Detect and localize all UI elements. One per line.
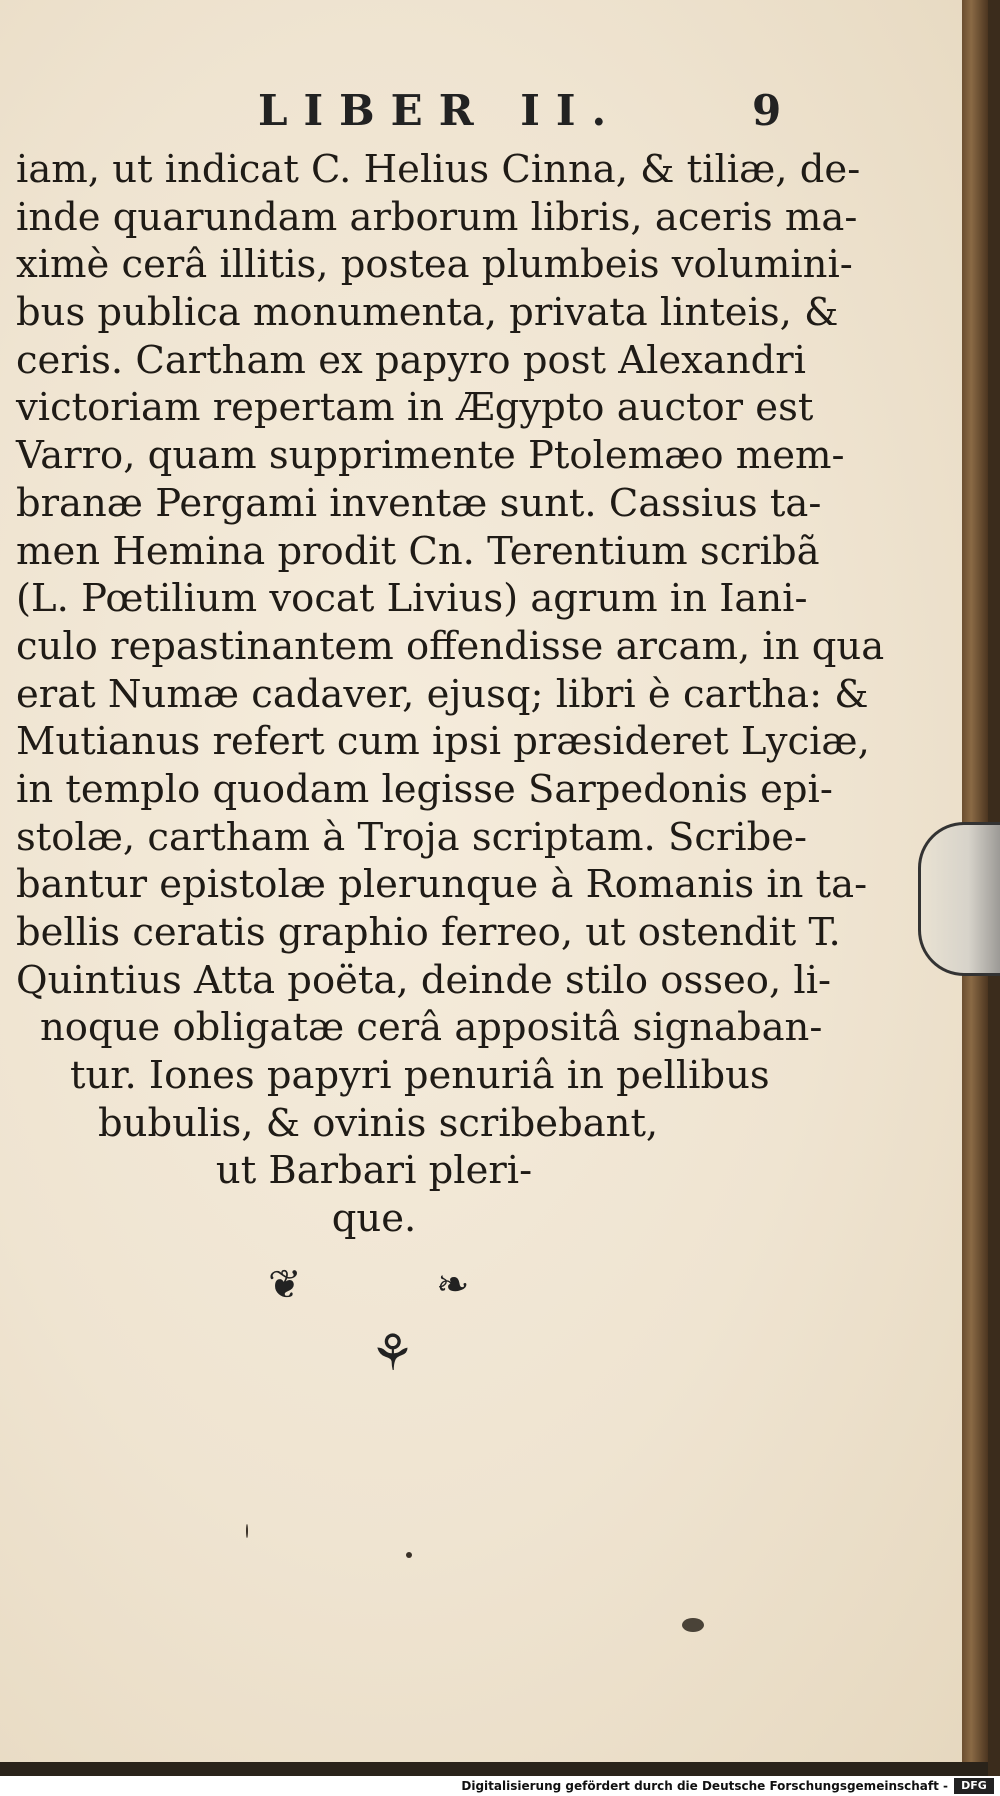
text-line: culo repastinantem offendisse arcam, in qua <box>16 623 885 669</box>
text-line: bantur epistolæ plerunque à Romanis in ta- <box>16 862 868 908</box>
text-line: inde quarundam arborum libris, aceris ma- <box>16 194 858 240</box>
text-line: ceris. Cartham ex papyro post Alexandri <box>16 337 806 383</box>
text-line: Mutianus refert cum ipsi præsideret Lyciæ, <box>16 719 870 765</box>
text-line: in templo quodam legisse Sarpedonis epi- <box>16 766 833 812</box>
text-line: ximè cerâ illitis, postea plumbeis volumini- <box>16 242 853 288</box>
text-line: victoriam repertam in Ægypto auctor est <box>16 385 814 431</box>
text-line: bellis ceratis graphio ferreo, ut ostendit T. <box>16 910 841 955</box>
paper-speck <box>246 1524 248 1538</box>
fleuron-right-icon: ❧ <box>436 1262 470 1308</box>
text-line: Quintius Atta poëta, deinde stilo osseo, li- <box>16 957 832 1003</box>
ornament-group <box>0 1262 962 1402</box>
fleuron-left-icon: ❦ <box>268 1262 302 1308</box>
body-text <box>16 146 885 1243</box>
paper-speck <box>406 1552 412 1558</box>
text-line: (L. Pœtilium vocat Livius) agrum in Iani- <box>16 576 808 622</box>
paper-speck <box>682 1618 704 1632</box>
page-clip <box>918 822 1000 976</box>
text-line: Varro, quam supprimente Ptolemæo mem- <box>16 433 845 479</box>
running-head: LIBER II. <box>258 86 623 135</box>
dfg-logo: DFG <box>954 1778 994 1794</box>
text-line: bus publica monumenta, privata linteis, & <box>16 290 839 336</box>
funding-credit: Digitalisierung gefördert durch die Deutsche Forschungsgemeinschaft - <box>461 1779 948 1793</box>
fleuron-center-icon: ⚘ <box>370 1324 415 1382</box>
text-line: erat Numæ cadaver, ejusq; libri è cartha: & <box>16 671 869 717</box>
text-line: tur. Iones papyri penuriâ in pellibus <box>70 1053 770 1099</box>
text-line: noque obligatæ cerâ appositâ signaban- <box>40 1005 823 1051</box>
text-line: branæ Pergami inventæ sunt. Cassius ta- <box>16 480 822 526</box>
text-line: ut Barbari pleri- <box>215 1148 533 1194</box>
text-line: bubulis, & ovinis scribebant, <box>98 1100 659 1146</box>
text-line: men Hemina prodit Cn. Terentium scribã <box>16 528 820 574</box>
text-line: iam, ut indicat C. Helius Cinna, & tiliæ, de- <box>16 147 861 192</box>
page-number: 9 <box>752 86 782 135</box>
text-line: stolæ, cartham à Troja scriptam. Scribe- <box>16 814 808 860</box>
text-line: que. <box>331 1196 417 1242</box>
page-header <box>0 86 962 136</box>
